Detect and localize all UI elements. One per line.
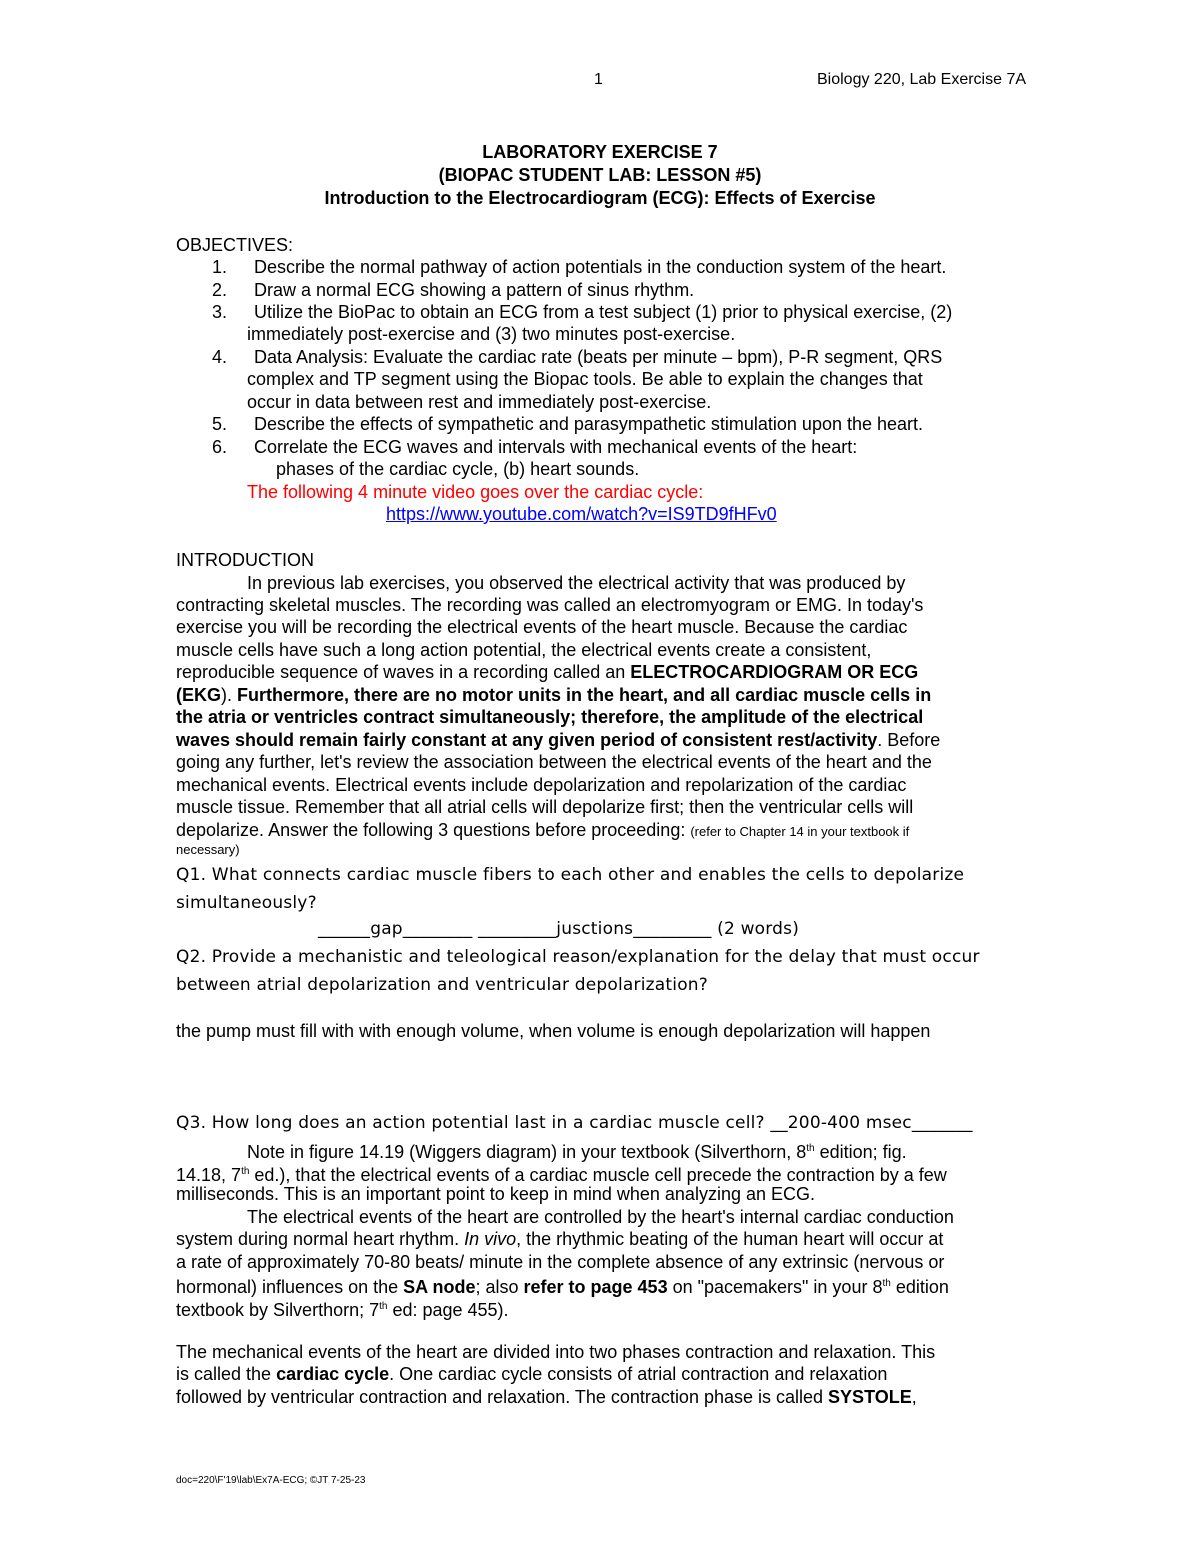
intro-line: reproducible sequence of waves in a recording called an ELECTROCARDIOGRAM OR ECG bbox=[176, 662, 919, 682]
objective-item: 5. Describe the effects of sympathetic and parasympathetic stimulation upon the heart. bbox=[212, 414, 924, 434]
note-line: a rate of approximately 70-80 beats/ minute in the complete absence of any extrinsic (nervous or bbox=[176, 1252, 945, 1272]
q2-line-2: between atrial depolarization and ventricular depolarization? bbox=[176, 975, 708, 995]
intro-line: the atria or ventricles contract simultaneously; therefore, the amplitude of the electrical bbox=[176, 707, 924, 727]
note-line: The electrical events of the heart are controlled by the heart's internal cardiac conduction bbox=[247, 1207, 954, 1227]
cycle-line: followed by ventricular contraction and relaxation. The contraction phase is called SYSTOLE, bbox=[176, 1387, 917, 1407]
title-line-3: Introduction to the Electrocardiogram (ECG): Effects of Exercise bbox=[324, 188, 876, 208]
intro-line: exercise you will be recording the electrical events of the heart muscle. Because the cardiac bbox=[176, 617, 908, 637]
objective-continuation: occur in data between rest and immediately post-exercise. bbox=[247, 392, 712, 412]
q3-line: Q3. How long does an action potential last in a cardiac muscle cell? __200-400 msec_______ bbox=[176, 1113, 973, 1133]
intro-line: muscle cells have such a long action potential, the electrical events create a consistent, bbox=[176, 640, 872, 660]
q1-line-1: Q1. What connects cardiac muscle fibers to each other and enables the cells to depolarize bbox=[176, 865, 965, 885]
course-header: Biology 220, Lab Exercise 7A bbox=[817, 71, 1027, 88]
intro-line: (EKG). Furthermore, there are no motor units in the heart, and all cardiac muscle cells in bbox=[176, 685, 932, 705]
objectives-heading: OBJECTIVES: bbox=[176, 235, 294, 255]
objective-item: 2. Draw a normal ECG showing a pattern of sinus rhythm. bbox=[212, 280, 695, 300]
introduction-heading: INTRODUCTION bbox=[176, 550, 314, 570]
objective-item: 4. Data Analysis: Evaluate the cardiac rate (beats per minute – bpm), P-R segment, QRS bbox=[212, 347, 943, 367]
intro-line: necessary) bbox=[176, 842, 240, 857]
note-line: milliseconds. This is an important point to keep in mind when analyzing an ECG. bbox=[176, 1184, 815, 1204]
q2-answer: the pump must fill with with enough volume, when volume is enough depolarization will happen bbox=[176, 1021, 931, 1041]
objective-item: 1. Describe the normal pathway of action potentials in the conduction system of the heart. bbox=[212, 257, 947, 277]
objective-continuation: immediately post-exercise and (3) two minutes post-exercise. bbox=[247, 324, 736, 344]
objective-item: 3. Utilize the BioPac to obtain an ECG from a test subject (1) prior to physical exercise, (2) bbox=[212, 302, 953, 322]
intro-line: contracting skeletal muscles. The recording was called an electromyogram or EMG. In today's bbox=[176, 595, 924, 615]
intro-line: muscle tissue. Remember that all atrial cells will depolarize first; then the ventricular cells will bbox=[176, 797, 914, 817]
intro-line: waves should remain fairly constant at any given period of consistent rest/activity. Before bbox=[176, 730, 941, 750]
title-line-2: (BIOPAC STUDENT LAB: LESSON #5) bbox=[438, 165, 762, 185]
note-line: Note in figure 14.19 (Wiggers diagram) in your textbook (Silverthorn, 8th edition; fig. bbox=[247, 1142, 907, 1162]
note-line: textbook by Silverthorn; 7th ed: page 455). bbox=[176, 1300, 509, 1320]
objective-item: 6. Correlate the ECG waves and intervals with mechanical events of the heart: bbox=[212, 437, 858, 457]
objective-sub-line: phases of the cardiac cycle, (b) heart sounds. bbox=[276, 459, 640, 479]
note-line: system during normal heart rhythm. In vivo, the rhythmic beating of the human heart will occur at bbox=[176, 1229, 944, 1249]
q1-answer: ______gap________ _________jusctions_________ (2 words) bbox=[318, 919, 800, 939]
objective-continuation: complex and TP segment using the Biopac tools. Be able to explain the changes that bbox=[247, 369, 923, 389]
page-number: 1 bbox=[594, 71, 603, 88]
intro-line: In previous lab exercises, you observed the electrical activity that was produced by bbox=[247, 573, 906, 593]
cycle-line: The mechanical events of the heart are divided into two phases contraction and relaxation. This bbox=[176, 1342, 936, 1362]
q1-line-2: simultaneously? bbox=[176, 893, 317, 913]
note-line: 14.18, 7th ed.), that the electrical events of a cardiac muscle cell precede the contraction by a few bbox=[176, 1165, 947, 1185]
intro-line: depolarize. Answer the following 3 questions before proceeding: (refer to Chapter 14 in your textbook if bbox=[176, 820, 910, 840]
note-line: hormonal) influences on the SA node; also refer to page 453 on "pacemakers" in your 8th edition bbox=[176, 1277, 949, 1297]
intro-line: going any further, let's review the association between the electrical events of the heart and the bbox=[176, 752, 932, 772]
title-line-1: LABORATORY EXERCISE 7 bbox=[482, 142, 718, 162]
video-link[interactable]: https://www.youtube.com/watch?v=IS9TD9fHFv0 bbox=[386, 504, 777, 524]
intro-line: mechanical events. Electrical events include depolarization and repolarization of the cardiac bbox=[176, 775, 907, 795]
q2-line-1: Q2. Provide a mechanistic and teleological reason/explanation for the delay that must occur bbox=[176, 947, 980, 967]
video-note: The following 4 minute video goes over the cardiac cycle: bbox=[247, 482, 704, 502]
cycle-line: is called the cardiac cycle. One cardiac cycle consists of atrial contraction and relaxation bbox=[176, 1364, 888, 1384]
footer-doc-id: doc=220\F'19\lab\Ex7A-ECG; ©JT 7-25-23 bbox=[176, 1475, 366, 1486]
